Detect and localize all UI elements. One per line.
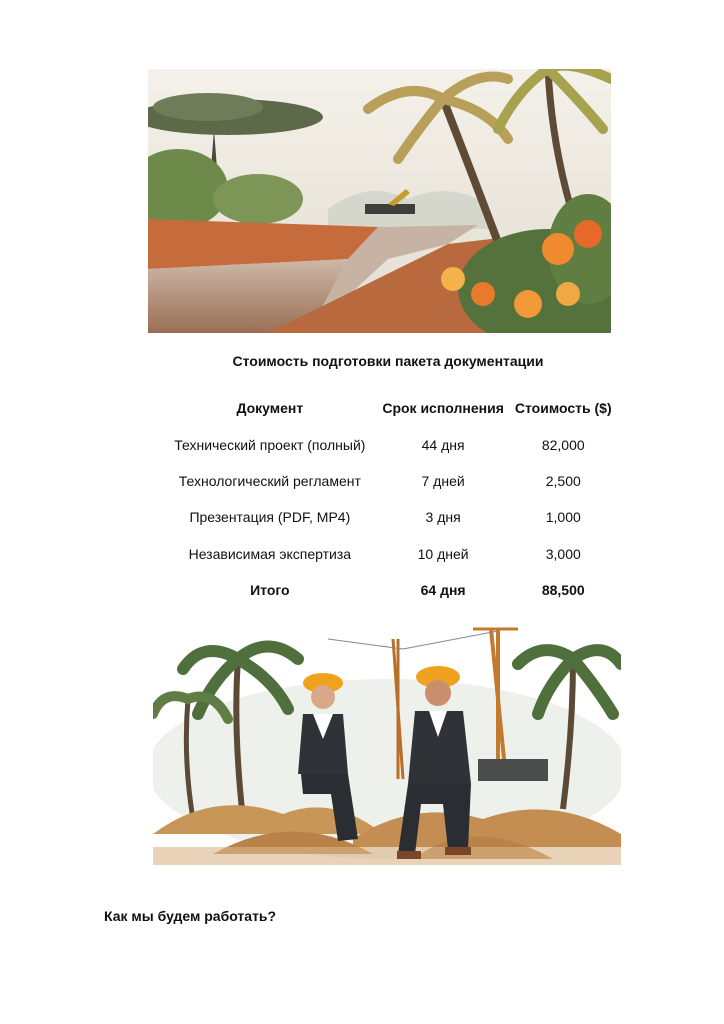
engineers-image <box>153 619 621 888</box>
cost-table <box>160 390 620 608</box>
tropical-river-image <box>148 69 611 333</box>
engineers-on-sand-construction-image <box>153 619 621 888</box>
column-header-document: Документ <box>236 400 304 417</box>
cell-document: Презентация (PDF, MP4) <box>189 509 351 526</box>
table-row <box>160 463 620 499</box>
table-row <box>160 426 620 462</box>
cell-duration: 10 дней <box>417 545 469 562</box>
total-cost: 88,500 <box>541 582 585 599</box>
cell-duration: 3 дня <box>425 509 461 526</box>
section-heading: Как мы будем работать? <box>104 908 277 924</box>
cell-cost: 1,000 <box>545 509 581 526</box>
table-title: Стоимость подготовки пакета документации <box>232 353 544 369</box>
table-total-row <box>160 572 620 608</box>
cell-duration: 44 дня <box>421 436 465 453</box>
cell-duration: 7 дней <box>421 472 465 489</box>
cell-document: Технический проект (полный) <box>174 436 366 453</box>
cell-cost: 82,000 <box>541 436 585 453</box>
cell-document: Технологический регламент <box>178 472 361 489</box>
total-duration: 64 дня <box>420 582 466 599</box>
table-row <box>160 536 620 572</box>
total-label: Итого <box>250 582 290 599</box>
table-row <box>160 499 620 535</box>
cell-document: Независимая экспертиза <box>188 545 352 562</box>
column-header-cost: Стоимость ($) <box>514 400 612 417</box>
cell-cost: 2,500 <box>545 472 581 489</box>
table-header-row <box>160 390 620 426</box>
column-header-duration: Срок исполнения <box>382 400 504 417</box>
cell-cost: 3,000 <box>545 545 581 562</box>
tropical-river-excavator-image <box>148 69 611 333</box>
